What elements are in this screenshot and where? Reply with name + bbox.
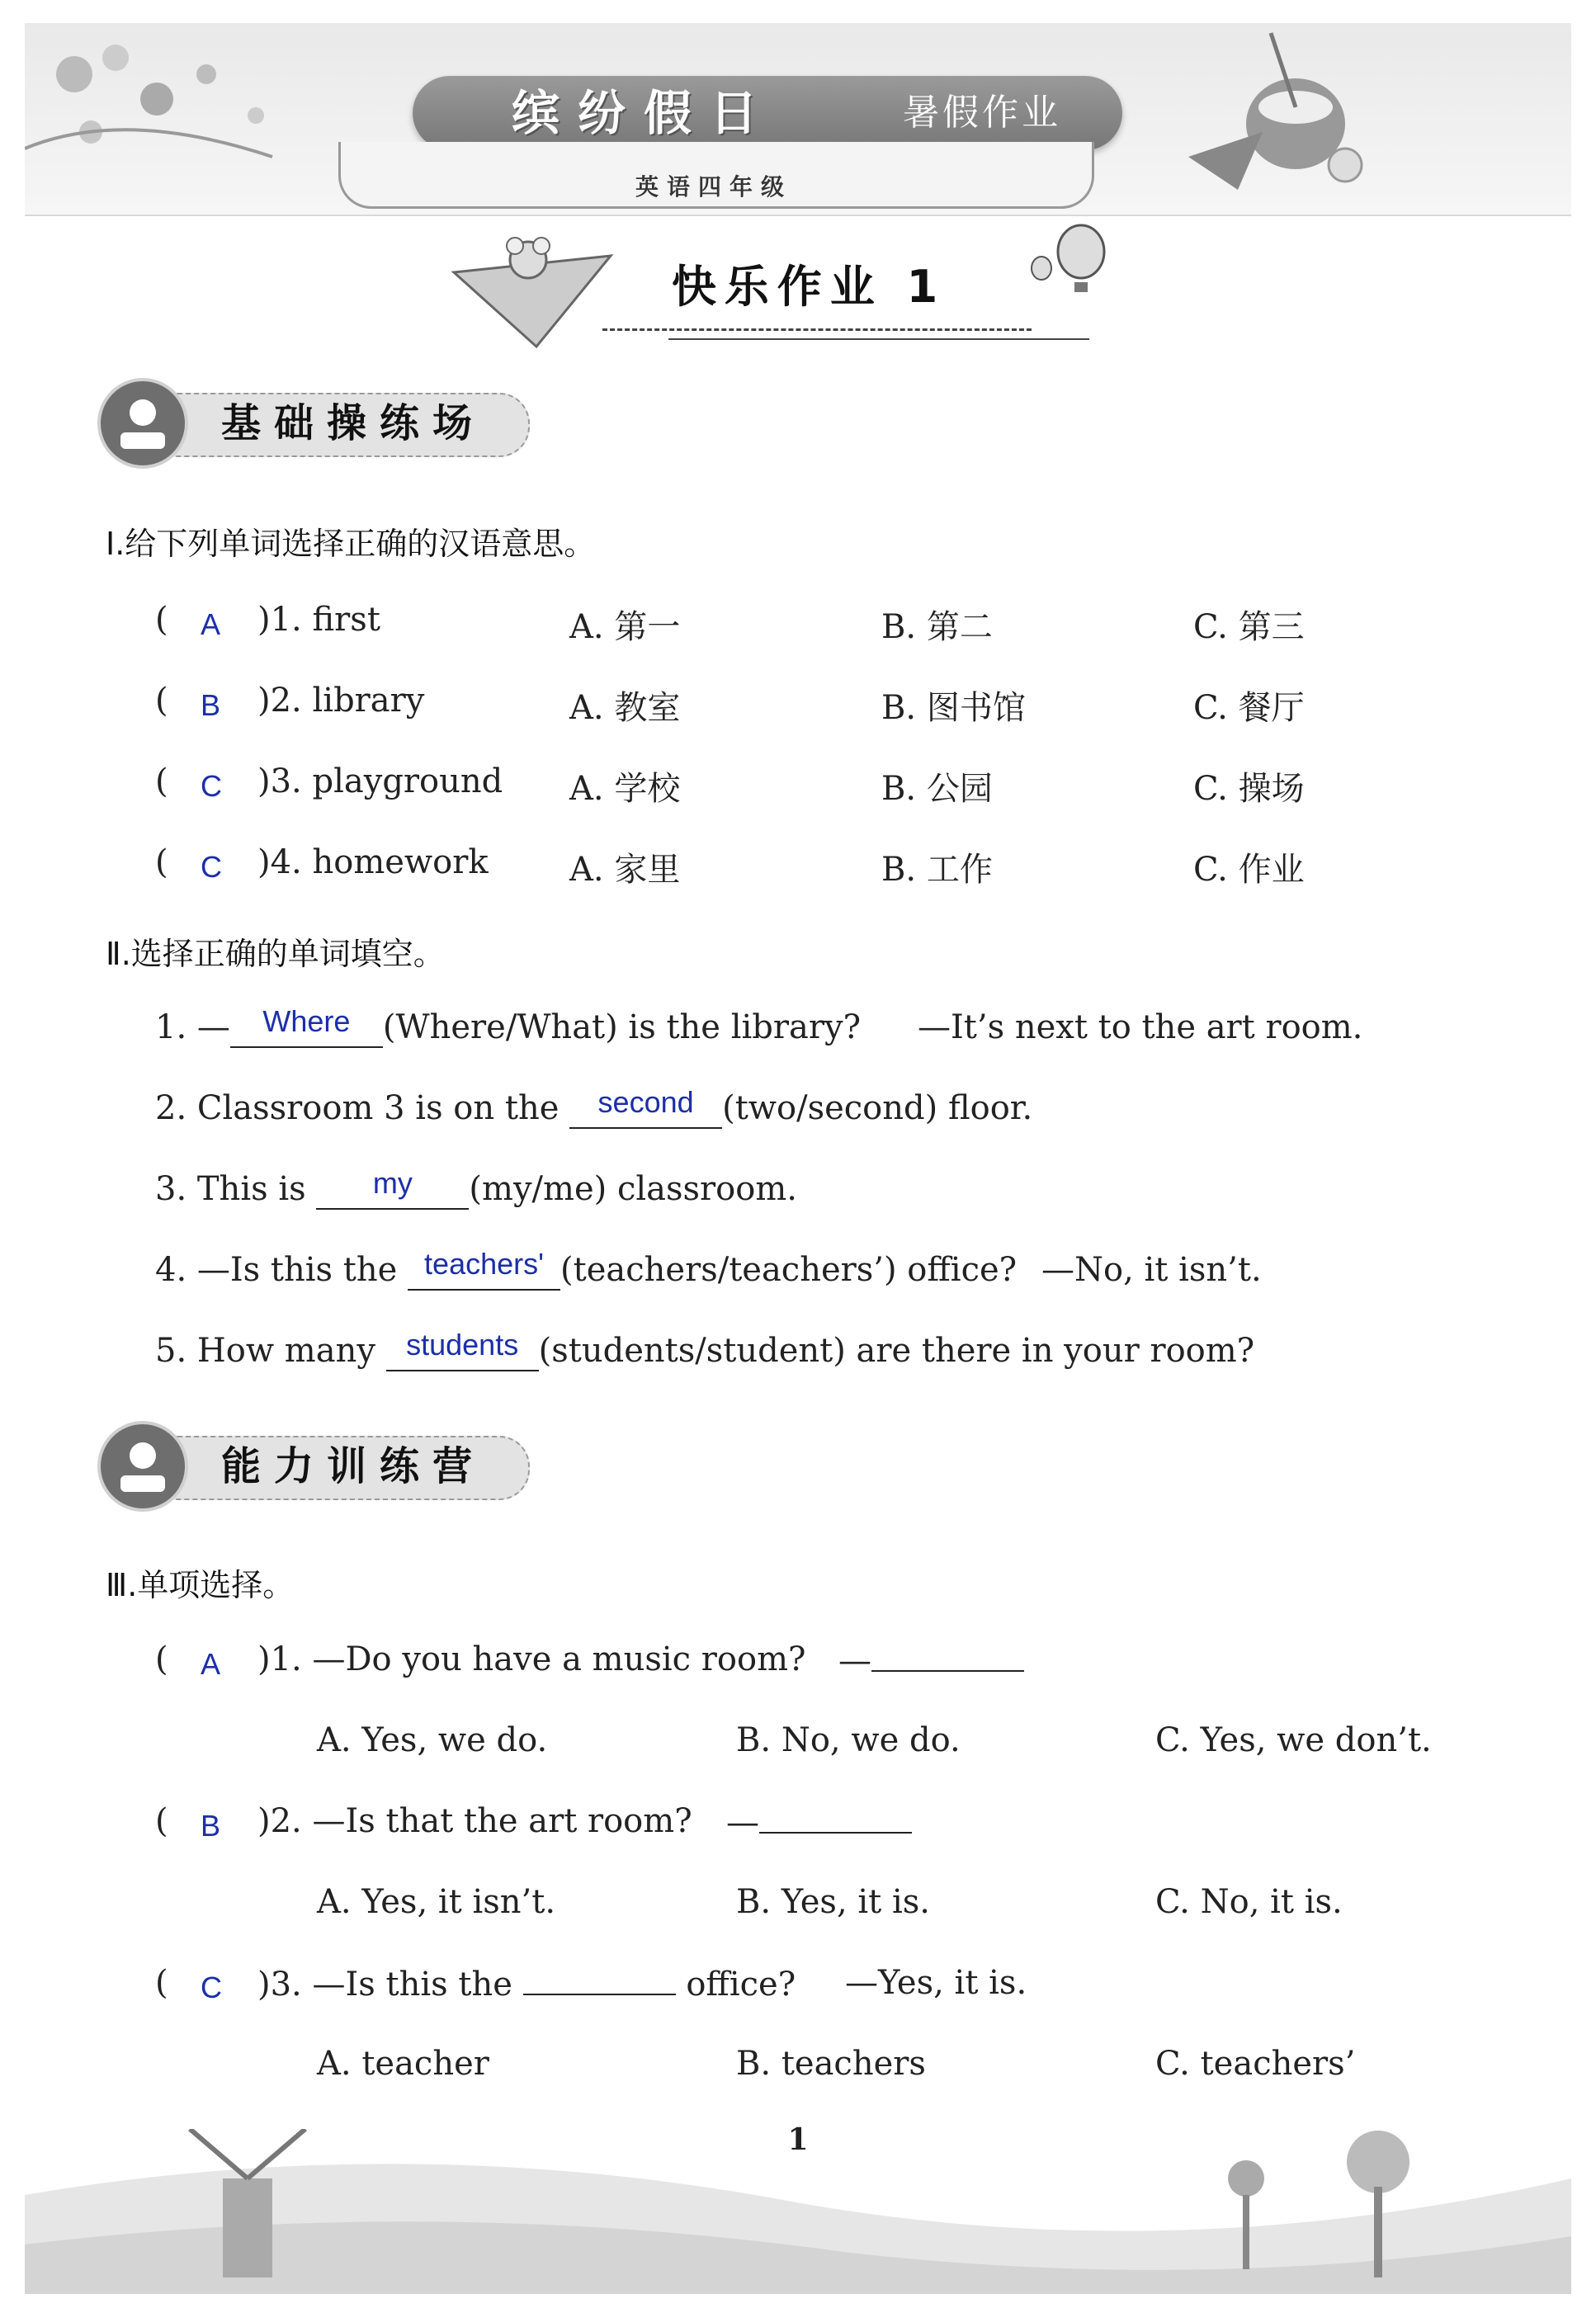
option-a: A. 第一 bbox=[569, 608, 681, 646]
mc-reply: — bbox=[838, 1640, 1024, 1680]
answer-mark: B bbox=[201, 1809, 221, 1843]
answer-mark: C bbox=[201, 1971, 222, 2004]
option-b: B. Yes, it is. bbox=[736, 1883, 930, 1921]
option-c: C. Yes, we don’t. bbox=[1155, 1721, 1432, 1759]
option-b: B. 第二 bbox=[881, 608, 993, 646]
mc-paren: ( bbox=[155, 1802, 168, 1840]
section-badge-ability bbox=[97, 1421, 535, 1512]
answer-mark: A bbox=[201, 607, 221, 641]
answer-blank: teachers' bbox=[408, 1251, 560, 1291]
fill-item-reply: —It’s next to the art room. bbox=[918, 1008, 1363, 1046]
fill-item-reply: —No, it isn’t. bbox=[1041, 1251, 1262, 1289]
option-a: A. 教室 bbox=[569, 689, 681, 727]
part1-row: ( bbox=[155, 843, 168, 881]
hot-air-balloon-icon bbox=[1023, 223, 1114, 305]
option-b: B. 图书馆 bbox=[881, 689, 1026, 727]
option-a: A. 学校 bbox=[569, 770, 681, 808]
fill-item: 2. Classroom 3 is on the second (two/second) floor. bbox=[155, 1085, 1033, 1127]
option-b: B. 工作 bbox=[881, 851, 993, 889]
option-a: A. teacher bbox=[317, 2045, 489, 2083]
grade-subject: 英语四年级 bbox=[635, 173, 792, 201]
mc-reply: —Yes, it is. bbox=[845, 1964, 1027, 2002]
option-c: C. 餐厅 bbox=[1193, 689, 1305, 727]
part1-heading: Ⅰ.给下列单词选择正确的汉语意思。 bbox=[106, 526, 596, 562]
part1-row: ( bbox=[155, 762, 168, 800]
student-icon bbox=[97, 1421, 188, 1512]
option-b: B. 公园 bbox=[881, 770, 993, 808]
option-c: C. 作业 bbox=[1193, 851, 1305, 889]
answer-blank: my bbox=[316, 1170, 469, 1210]
section-title: 能力训练营 bbox=[221, 1443, 486, 1489]
title-dashed-line bbox=[602, 328, 1032, 331]
option-c: C. No, it is. bbox=[1155, 1883, 1343, 1921]
student-icon bbox=[97, 378, 188, 469]
option-c: C. 操场 bbox=[1193, 770, 1305, 808]
option-a: A. 家里 bbox=[569, 851, 681, 889]
mc-paren: ( bbox=[155, 1640, 168, 1678]
title-solid-line bbox=[668, 338, 1089, 340]
answer-blank bbox=[523, 1964, 676, 1995]
part1-row: ( bbox=[155, 601, 168, 639]
answer-blank bbox=[871, 1640, 1024, 1672]
mc-paren: ( bbox=[155, 1964, 168, 2002]
answer-blank bbox=[759, 1802, 912, 1834]
mouse-paper-plane-icon bbox=[446, 223, 627, 355]
book-title: 缤纷假日 bbox=[511, 85, 776, 141]
answer-blank: second bbox=[569, 1089, 722, 1129]
option-c: C. 第三 bbox=[1193, 608, 1305, 646]
option-a: A. Yes, we do. bbox=[317, 1721, 548, 1759]
fill-item: 5. How many students (students/student) are there in your room? bbox=[155, 1328, 1255, 1370]
fill-item: 3. This is my (my/me) classroom. bbox=[155, 1166, 797, 1208]
mc-question: )1. —Do you have a music room? bbox=[257, 1640, 806, 1678]
section-title: 基础操练场 bbox=[221, 400, 486, 446]
item-word: )1. first bbox=[257, 601, 380, 639]
lesson-title: 快乐作业 1 bbox=[671, 261, 947, 313]
coconut-watermelon-icon bbox=[1172, 25, 1370, 190]
part2-heading: Ⅱ.选择正确的单词填空。 bbox=[106, 936, 445, 972]
answer-mark: C bbox=[201, 850, 222, 884]
answer-blank: Where bbox=[230, 1008, 383, 1048]
answer-mark: A bbox=[201, 1647, 221, 1681]
option-a: A. Yes, it isn’t. bbox=[317, 1883, 556, 1921]
item-word: )2. library bbox=[257, 682, 425, 720]
option-b: B. No, we do. bbox=[736, 1721, 961, 1759]
part1-row: ( bbox=[155, 682, 168, 720]
section-badge-basic bbox=[97, 378, 535, 469]
answer-mark: B bbox=[201, 688, 221, 722]
part3-heading: Ⅲ.单项选择。 bbox=[106, 1567, 295, 1603]
page-number: 1 bbox=[787, 2122, 809, 2157]
item-word: )4. homework bbox=[257, 843, 489, 881]
fill-item: 1. — Where (Where/What) is the library? bbox=[155, 1004, 862, 1046]
item-word: )3. playground bbox=[257, 762, 503, 800]
option-b: B. teachers bbox=[736, 2045, 926, 2083]
mc-question: )2. —Is that the art room? bbox=[257, 1802, 692, 1840]
answer-blank: students bbox=[386, 1332, 539, 1371]
mc-question: )3. —Is this the office? bbox=[257, 1966, 796, 2004]
book-subtitle: 暑假作业 bbox=[903, 92, 1061, 134]
option-c: C. teachers’ bbox=[1155, 2045, 1356, 2083]
mc-reply: — bbox=[726, 1802, 912, 1842]
answer-mark: C bbox=[201, 769, 222, 803]
flower-decoration-icon bbox=[25, 25, 305, 190]
fill-item: 4. —Is this the teachers' (teachers/teachers’) office? bbox=[155, 1247, 1018, 1289]
